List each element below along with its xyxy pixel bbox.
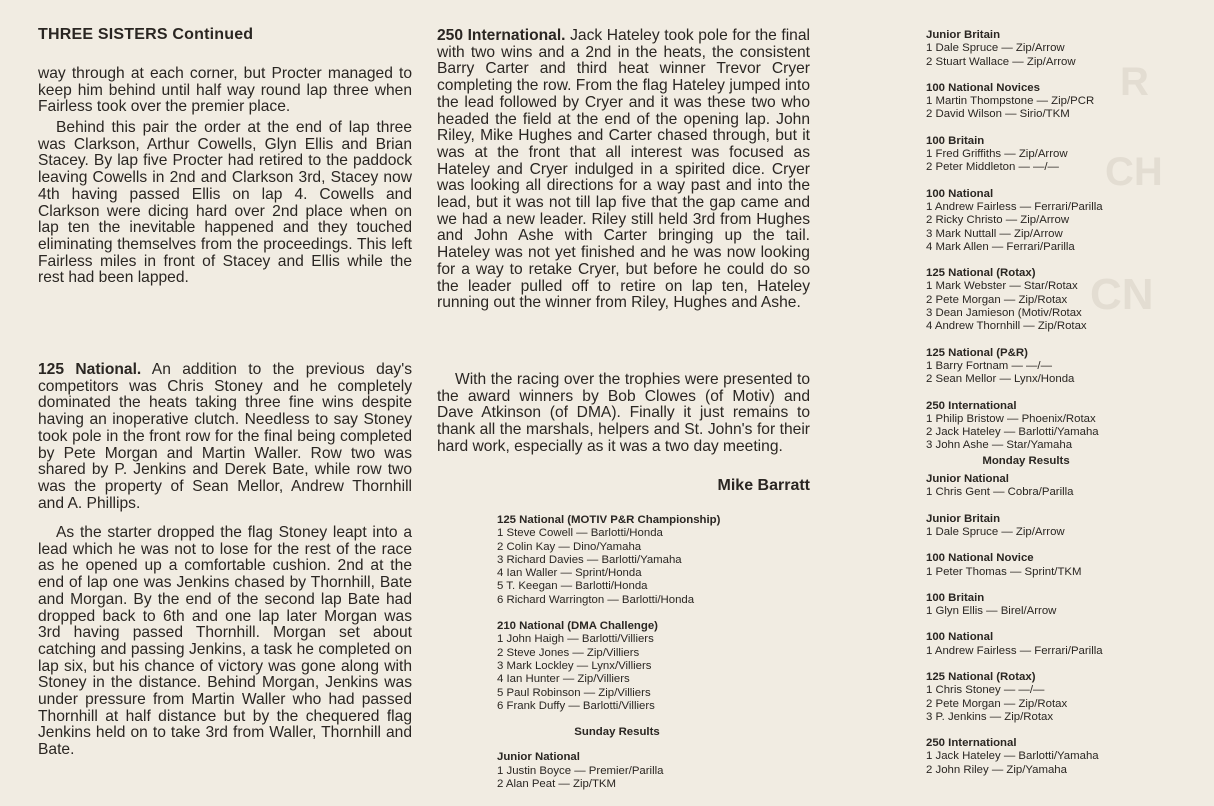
result-group: [926, 513, 1196, 540]
result-title: 100 National Novice: [926, 552, 1034, 565]
paragraph: With the racing over the trophies were presented to the award winners by Bob Clowes (of Motiv) and Dave Atkinson (of DMA). Finally it just remains to thank all the marshals, helpers and St. John's for their hard work, especially as it was a two day meeting.: [437, 371, 810, 455]
result-line: 3 Mark Nuttall — Zip/Arrow: [926, 227, 1063, 240]
result-title: Junior National: [926, 473, 1009, 486]
result-line: 1 Barry Fortnam — —/—: [926, 359, 1052, 372]
result-line: 1 Chris Gent — Cobra/Parilla: [926, 486, 1074, 499]
result-line: 2 Alan Peat — Zip/TKM: [497, 778, 617, 791]
result-line: 4 Andrew Thornhill — Zip/Rotax: [926, 320, 1087, 333]
result-title: 125 National (MOTIV P&R Championship): [497, 514, 721, 526]
result-title: 125 National (P&R): [926, 346, 1028, 359]
result-line: 1 Jack Hateley — Barlotti/Yamaha: [926, 750, 1099, 763]
result-line: 3 Dean Jamieson (Motiv/Rotax: [926, 307, 1082, 320]
result-line: 2 Colin Kay — Dino/Yamaha: [497, 540, 642, 553]
results-list: [497, 514, 797, 804]
result-line: 1 Peter Thomas — Sprint/TKM: [926, 565, 1082, 578]
section-lead: 125 National.: [38, 361, 142, 378]
paragraph-body: An addition to the previous day's competitors was Chris Stoney and he completely dominated the heats taking three fine wins despite having an inoperative clutch. Needless to say Stoney took pole in the front row for the final being completed by Pete Morgan and Martin Waller. Row two was shared by P. Jenkins and Derek Bate, while row two was the property of Sean Mellor, Andrew Thornhill and A. Phillips.: [38, 361, 412, 512]
result-group: [926, 671, 1196, 724]
result-line: 6 Frank Duffy — Barlotti/Villiers: [497, 699, 655, 712]
result-line: 3 Mark Lockley — Lynx/Villiers: [497, 659, 652, 672]
result-line: 2 Pete Morgan — Zip/Rotax: [926, 293, 1068, 306]
results-list: [926, 29, 1196, 777]
result-title: 100 Britain: [926, 591, 985, 604]
result-group: [926, 737, 1196, 777]
result-line: 2 David Wilson — Sirio/TKM: [926, 108, 1070, 121]
result-line: 4 Mark Allen — Ferrari/Parilla: [926, 240, 1075, 253]
paragraph: [437, 28, 810, 312]
result-line: 2 Stuart Wallace — Zip/Arrow: [926, 55, 1076, 68]
paragraph: way through at each corner, but Procter managed to keep him behind until half way round lap three when Fairless took over the premier place.: [38, 65, 412, 116]
result-title: Junior National: [497, 751, 580, 764]
result-title: Junior Britain: [926, 512, 1001, 525]
result-title: 100 National: [926, 631, 994, 644]
result-group: [497, 751, 797, 791]
result-line: 5 Paul Robinson — Zip/Villiers: [497, 686, 651, 699]
result-group: [497, 514, 797, 607]
result-line: 1 Dale Spruce — Zip/Arrow: [926, 42, 1065, 55]
result-group: [926, 347, 1196, 387]
result-line: 1 Andrew Fairless — Ferrari/Parilla: [926, 644, 1103, 657]
result-line: 1 Philip Bristow — Phoenix/Rotax: [926, 412, 1096, 425]
paragraph: [38, 362, 412, 512]
result-line: 1 Steve Cowell — Barlotti/Honda: [497, 527, 663, 540]
result-group: [926, 188, 1196, 254]
column-right: [926, 0, 1196, 806]
result-line: 1 Glyn Ellis — Birel/Arrow: [926, 605, 1057, 618]
result-group: [497, 620, 797, 713]
result-group: [926, 400, 1196, 453]
result-line: 2 Pete Morgan — Zip/Rotax: [926, 697, 1068, 710]
article-heading: THREE SISTERS Continued: [38, 26, 254, 43]
section-lead: 250 International.: [437, 27, 566, 44]
result-title: 100 Britain: [926, 134, 985, 147]
result-line: 1 Chris Stoney — —/—: [926, 684, 1045, 697]
result-group: [926, 82, 1196, 122]
result-group: [926, 473, 1196, 500]
result-group: [926, 592, 1196, 619]
result-line: 2 Jack Hateley — Barlotti/Yamaha: [926, 426, 1099, 439]
result-line: 1 John Haigh — Barlotti/Villiers: [497, 633, 654, 646]
result-title: 100 National: [926, 187, 994, 200]
result-line: 2 Peter Middleton — —/—: [926, 161, 1059, 174]
section-heading-monday: Monday Results: [982, 454, 1070, 467]
result-line: 1 Mark Webster — Star/Rotax: [926, 280, 1078, 293]
result-title: Junior Britain: [926, 29, 1001, 41]
section-heading-sunday: Sunday Results: [574, 726, 660, 739]
show-through-artifact: CN: [1090, 270, 1154, 319]
paragraph-body: Jack Hateley took pole for the final with two wins and a 2nd in the heats, the consistent Barry Carter and third heat winner Trevor Cryer completing the row. From the flag Hateley jumped into the lead followed by Cryer and it was these two who headed the field at the end of the opening lap. John Riley, Mike Hughes and Carter chased through, but it was at the front that all interest was focused as Hateley and Cryer indulged in a spirited dice. Cryer was looking all directions for a way past and into the lead, but it was not till lap five that the gap came and we had a new leader. Riley still held 3rd from Hughes and John Ashe with Carter bringing up the tail. Hateley was not yet finished and he was now looking for a way to retake Cryer, but before he could do so the leader pulled off to retire on lap ten, Hateley running out the winner from Riley, Hughes and Ashe.: [437, 27, 810, 312]
paragraph: Behind this pair the order at the end of lap three was Clarkson, Arthur Cowells, Glyn Ellis and Brian Stacey. By lap five Procter had retired to the paddock leaving Cowells in 2nd and Clarkson 3rd, Stacey now 4th having passed Ellis on lap 4. Cowells and Clarkson were dicing hard over 2nd place when on lap ten the inevitable happened and they touched eliminating themselves from the proceedings. This left Fairless miles in front of Stacey and Ellis while the rest had been lapped.: [38, 119, 412, 287]
result-line: 4 Ian Waller — Sprint/Honda: [497, 567, 642, 580]
result-line: 3 P. Jenkins — Zip/Rotax: [926, 710, 1054, 723]
result-line: 1 Dale Spruce — Zip/Arrow: [926, 525, 1065, 538]
result-group: [926, 135, 1196, 175]
result-title: 210 National (DMA Challenge): [497, 620, 658, 633]
result-line: 2 Steve Jones — Zip/Villiers: [497, 646, 640, 659]
result-line: 1 Justin Boyce — Premier/Parilla: [497, 764, 664, 777]
show-through-artifact: R: [1120, 60, 1149, 104]
result-line: 1 Andrew Fairless — Ferrari/Parilla: [926, 200, 1103, 213]
result-line: 3 John Ashe — Star/Yamaha: [926, 439, 1073, 452]
result-group: [926, 29, 1196, 69]
result-group: [926, 631, 1196, 658]
result-line: 1 Fred Griffiths — Zip/Arrow: [926, 148, 1068, 161]
result-line: 2 Sean Mellor — Lynx/Honda: [926, 373, 1075, 386]
column-middle: [437, 0, 810, 806]
result-line: 2 Ricky Christo — Zip/Arrow: [926, 214, 1070, 227]
result-title: 125 National (Rotax): [926, 267, 1036, 280]
result-line: 5 T. Keegan — Barlotti/Honda: [497, 580, 648, 593]
result-line: 4 Ian Hunter — Zip/Villiers: [497, 673, 630, 686]
result-title: 250 International: [926, 399, 1017, 412]
result-line: 1 Martin Thompstone — Zip/PCR: [926, 95, 1095, 108]
result-group: [926, 552, 1196, 579]
result-group: [926, 267, 1196, 333]
result-title: 125 National (Rotax): [926, 670, 1036, 683]
result-line: 6 Richard Warrington — Barlotti/Honda: [497, 593, 695, 606]
paragraph: As the starter dropped the flag Stoney leapt into a lead which he was not to lose for the rest of the race as he opened up a comfortable cushion. 2nd at the end of lap one was Jenkins chased by Thornhill, Bate and Morgan. By the end of the second lap Bate had dropped back to 6th and one lap later Morgan was 3rd having passed Thornhill. Morgan set about catching and passing Jenkins, a task he completed on lap six, but his chance of victory was gone along with Stoney in the distance. Behind Morgan, Jenkins was under pressure from Martin Waller who had passed Thornhill at half distance but by the chequered flag Jenkins held on to take 3rd from Waller, Thornhill and Bate.: [38, 524, 412, 759]
result-line: 2 John Riley — Zip/Yamaha: [926, 763, 1067, 776]
result-title: 100 National Novices: [926, 81, 1040, 94]
result-line: 3 Richard Davies — Barlotti/Yamaha: [497, 553, 682, 566]
author-byline: Mike Barratt: [717, 477, 810, 494]
show-through-artifact: CH: [1105, 150, 1163, 194]
result-title: 250 International: [926, 737, 1017, 750]
